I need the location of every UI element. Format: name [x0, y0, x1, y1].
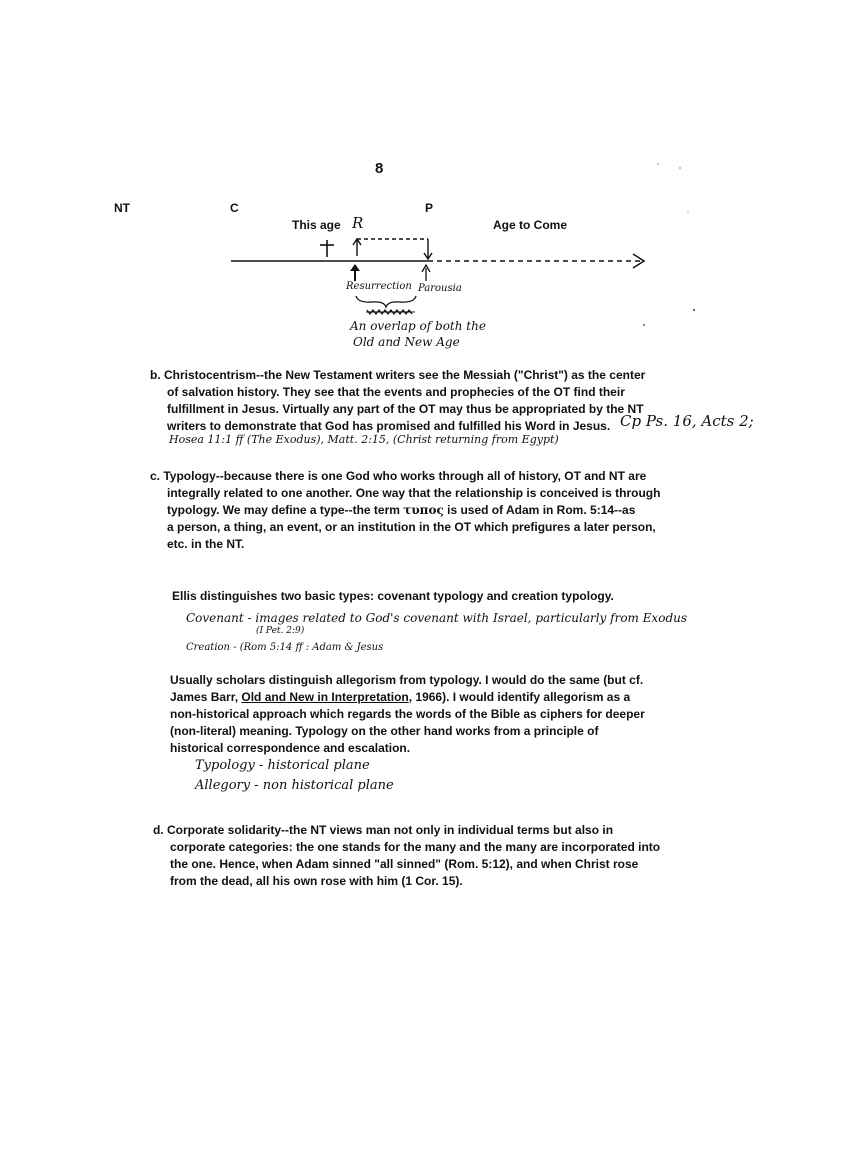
cp-note: Cp Ps. 16, Acts 2;	[620, 412, 754, 430]
hosea-note: Hosea 11:1 ff (The Exodus), Matt. 2:15, (Christ returning from Egypt)	[169, 433, 559, 446]
allegory-line: non-historical approach which regards the words of the Bible as ciphers for deeper	[170, 707, 645, 721]
page-number: 8	[375, 160, 384, 177]
overlap-line-2: Old and New Age	[353, 335, 460, 349]
book-title: Old and New in Interpretation	[241, 690, 409, 704]
p-label: P	[425, 201, 434, 215]
c-label: C	[230, 201, 239, 215]
resurrection-label: Resurrection	[346, 281, 412, 292]
allegory-line: James Barr, Old and New in Interpretation, 1966). I would identify allegorism as a	[170, 690, 631, 704]
greek-term: τυπος	[403, 503, 444, 517]
parousia-label: Parousia	[418, 283, 462, 294]
section-c-line: integrally related to one another. One way that the relationship is conceived is through	[167, 486, 661, 500]
nt-label: NT	[114, 201, 130, 215]
section-c-line: etc. in the NT.	[167, 537, 245, 551]
section-c-line: typology. We may define a type--the term τυπος is used of Adam in Rom. 5:14--as	[167, 503, 636, 517]
r-label: R	[352, 214, 364, 232]
section-b-line: fulfillment in Jesus. Virtually any part of the OT may thus be appropriated by the NT	[167, 402, 644, 416]
overlap-line-1: An overlap of both the	[350, 319, 486, 333]
section-b-line: of salvation history. They see that the events and prophecies of the OT find their	[167, 385, 625, 399]
timeline-lines	[0, 0, 850, 360]
allegory-line: historical correspondence and escalation.	[170, 741, 411, 755]
overlap-brace	[356, 296, 416, 307]
section-b-line: b. Christocentrism--the New Testament writers see the Messiah ("Christ") as the center	[150, 368, 646, 382]
section-c-line: a person, a thing, an event, or an institution in the OT which prefigures a later person,	[167, 520, 656, 534]
age-to-come-label: Age to Come	[493, 218, 568, 232]
covenant-note: Covenant - images related to God's covenant with Israel, particularly from Exodus	[186, 611, 688, 625]
allegory-note: Allegory - non historical plane	[195, 778, 394, 793]
section-d	[153, 822, 660, 890]
typology-note: Typology - historical plane	[195, 758, 370, 773]
section-c-line: c. Typology--because there is one God who works through all of history, OT and NT are	[150, 469, 647, 483]
allegory-line: Usually scholars distinguish allegorism from typology. I would do the same (but cf.	[170, 673, 644, 687]
section-b-line: writers to demonstrate that God has promised and fulfilled his Word in Jesus.	[167, 419, 611, 433]
allegory-line: (non-literal) meaning. Typology on the other hand works from a principle of	[170, 724, 599, 738]
creation-note: Creation - (Rom 5:14 ff : Adam & Jesus	[186, 642, 384, 653]
ellis-text: Ellis distinguishes two basic types: covenant typology and creation typology.	[172, 589, 614, 603]
section-d-line: from the dead, all his own rose with him (1 Cor. 15).	[170, 874, 463, 888]
section-b	[150, 367, 645, 435]
section-d-line: the one. Hence, when Adam sinned "all sinned" (Rom. 5:12), and when Christ rose	[170, 857, 639, 871]
covenant-reference: (I Pet. 2:9)	[256, 626, 305, 636]
this-age-label: This age	[292, 218, 341, 232]
allegory-paragraph	[170, 672, 645, 757]
section-d-line: d. Corporate solidarity--the NT views man not only in individual terms but also in	[153, 823, 614, 837]
section-d-line: corporate categories: the one stands for the many and the many are incorporated into	[170, 840, 661, 854]
section-c	[150, 468, 660, 553]
